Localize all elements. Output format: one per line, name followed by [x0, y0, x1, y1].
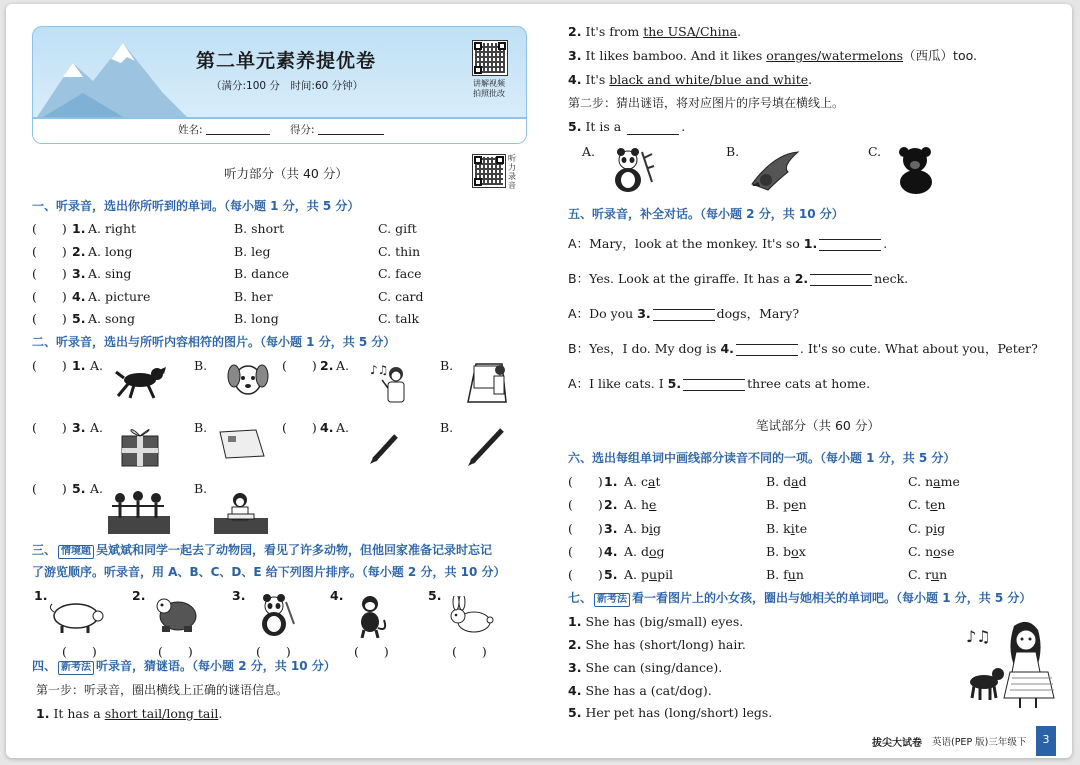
long-pencil-image[interactable] — [466, 426, 506, 466]
s5-line-1: A：Mary，look at the monkey. It's so 1. . — [568, 236, 888, 251]
s6-no-3: 3. — [604, 521, 618, 536]
card-image[interactable] — [216, 428, 266, 462]
s7-text-4[interactable]: She has a (cat/dog). — [585, 683, 712, 698]
s3-paren-2[interactable]: ( ) — [158, 644, 193, 659]
s7-text-5[interactable]: Her pet has (long/short) legs. — [585, 705, 773, 720]
s2-no-5: 5. — [72, 481, 86, 496]
s6-opt-c-4[interactable]: C. nose — [908, 544, 955, 559]
gift-box-image[interactable] — [118, 424, 162, 468]
qr-code-audio[interactable] — [472, 154, 506, 188]
s6-paren-1[interactable]: ( ) — [568, 474, 603, 489]
s2-opt-b-4: B. — [440, 420, 454, 435]
s4-opt-b: B. — [726, 144, 740, 159]
s1-no-1: 1. — [72, 221, 86, 236]
s1-opt-c-5[interactable]: C. talk — [378, 311, 420, 326]
s1-opt-c-1[interactable]: C. gift — [378, 221, 417, 236]
black-bear-image[interactable] — [896, 146, 938, 194]
s6-no-2: 2. — [604, 497, 618, 512]
writing-heading: 笔试部分（共 60 分） — [756, 418, 880, 433]
s6-opt-a-1[interactable]: A. cat — [624, 474, 661, 489]
mountain-illustration — [33, 33, 193, 123]
s6-paren-2[interactable]: ( ) — [568, 497, 603, 512]
svg-text:♪♫: ♪♫ — [966, 627, 991, 646]
section3-title-line1: 三、 情境题 吴斌斌和同学一起去了动物园，看见了许多动物，但他回家准备记录时忘记 — [32, 543, 493, 557]
s1-paren-4[interactable]: ( ) — [32, 289, 67, 304]
s7-item-1: 1. She has (big/small) eyes. — [568, 614, 744, 629]
s1-opt-a-4[interactable]: A. picture — [88, 289, 151, 304]
score-label: 得分: — [290, 124, 315, 136]
s2-no-1: 1. — [72, 358, 86, 373]
s2-opt-a-2: A. — [336, 358, 350, 373]
dialog-blank-4[interactable] — [736, 344, 798, 356]
girl-singing-image[interactable] — [368, 360, 414, 406]
section6-title: 六、选出每组单词中画线部分读音不同的一项。（每小题 1 分，共 5 分） — [568, 451, 956, 465]
turtle-image[interactable] — [154, 596, 202, 634]
s6-paren-3[interactable]: ( ) — [568, 521, 603, 536]
section2-title: 二、听录音，选出与所听内容相符的图片。（每小题 1 分，共 5 分） — [32, 335, 396, 349]
page-subtitle: （满分:100 分 时间:60 分钟） — [211, 80, 364, 92]
dialog-blank-1[interactable] — [819, 239, 881, 251]
s1-opt-a-5[interactable]: A. song — [88, 311, 135, 326]
s5-line-4: B：Yes，I do. My dog is 4. . It's so cute. What about you，Peter? — [568, 341, 1038, 356]
dialog-blank-2[interactable] — [810, 274, 872, 286]
s5-line-5: A：I like cats. I 5. three cats at home. — [568, 376, 871, 391]
s1-no-5: 5. — [72, 311, 86, 326]
s2-no-3: 3. — [72, 420, 86, 435]
page-number: 3 — [1036, 726, 1056, 756]
short-pencil-image[interactable] — [368, 430, 402, 464]
s2-opt-a-4: A. — [336, 420, 350, 435]
s1-paren-5[interactable]: ( ) — [32, 311, 67, 326]
girl-reading-image[interactable] — [214, 490, 268, 534]
rabbit-image[interactable] — [444, 596, 496, 636]
s4-opt-a: A. — [582, 144, 596, 159]
s6-opt-b-5[interactable]: B. fun — [766, 567, 804, 582]
riddle-answer-blank[interactable] — [627, 134, 679, 135]
tag-new-method-4: 新考法 — [58, 661, 94, 675]
section4-title: 四、 新考法 听录音，猜谜语。（每小题 2 分，共 10 分） — [32, 659, 336, 673]
s1-opt-a-1[interactable]: A. right — [88, 221, 137, 236]
s6-no-5: 5. — [604, 567, 618, 582]
footer-brand: 拔尖大试卷 — [872, 738, 922, 749]
s2-opt-b-2: B. — [440, 358, 454, 373]
s1-opt-b-3[interactable]: B. dance — [234, 266, 290, 281]
puppy-face-image[interactable] — [226, 356, 270, 398]
s6-opt-c-3[interactable]: C. pig — [908, 521, 946, 536]
s4-q4: 4. It's black and white/blue and white. — [568, 72, 813, 87]
s6-opt-b-3[interactable]: B. kite — [766, 521, 808, 536]
s1-no-3: 3. — [72, 266, 86, 281]
panda-image[interactable] — [256, 594, 296, 638]
s3-paren-4[interactable]: ( ) — [354, 644, 389, 659]
s4-q3: 3. It likes bamboo. And it likes oranges/watermelons（西瓜）too. — [568, 48, 977, 63]
s1-opt-a-3[interactable]: A. sing — [88, 266, 132, 281]
pig-image[interactable] — [48, 598, 106, 634]
monkey-image[interactable] — [354, 594, 390, 638]
s4-q1: 1. It has a short tail/long tail. — [36, 706, 223, 721]
s7-text-2[interactable]: She has (short/long) hair. — [585, 637, 746, 652]
s6-opt-c-5[interactable]: C. run — [908, 567, 948, 582]
s3-no-1: 1. — [34, 588, 48, 603]
s1-no-4: 4. — [72, 289, 86, 304]
s1-opt-b-4[interactable]: B. her — [234, 289, 273, 304]
s7-text-1[interactable]: She has (big/small) eyes. — [585, 614, 744, 629]
qr-caption-audio: 听力录音 — [508, 154, 516, 190]
qr-code-video[interactable] — [472, 40, 508, 76]
s2-opt-b-1: B. — [194, 358, 208, 373]
riddle-choice-1[interactable]: short tail/long tail — [104, 706, 219, 721]
s5-line-3: A：Do you 3. dogs，Mary? — [568, 306, 800, 321]
s4-opt-c: C. — [868, 144, 882, 159]
section7-title: 七、 新考法 看一看图片上的小女孩，圈出与她相关的单词吧。（每小题 1 分，共 5 分） — [568, 591, 1032, 605]
qr-caption-grading: 拍照批改 — [473, 89, 505, 98]
s7-item-3: 3. She can (sing/dance). — [568, 660, 723, 675]
s6-opt-a-4[interactable]: A. dog — [624, 544, 665, 559]
section3-title-line2: 了游览顺序。听录音，用 A、B、C、D、E 给下列图片排序。（每小题 2 分，共 10 分） — [32, 565, 506, 579]
s6-opt-b-2[interactable]: B. pen — [766, 497, 807, 512]
tag-situation: 情境题 — [58, 545, 94, 559]
s4-q5: 5. It is a . — [568, 119, 686, 134]
s1-paren-2[interactable]: ( ) — [32, 244, 67, 259]
panda-bamboo-image[interactable] — [610, 148, 656, 194]
s2-opt-b-3: B. — [194, 420, 208, 435]
s6-opt-a-5[interactable]: A. pupil — [624, 567, 674, 582]
s6-opt-a-2[interactable]: A. he — [624, 497, 657, 512]
s3-no-3: 3. — [232, 588, 246, 603]
s1-paren-1[interactable]: ( ) — [32, 221, 67, 236]
s7-item-5: 5. Her pet has (long/short) legs. — [568, 705, 773, 720]
dialog-blank-3[interactable] — [653, 309, 715, 321]
s5-line-2: B：Yes. Look at the giraffe. It has a 2. neck. — [568, 271, 909, 286]
s3-no-5: 5. — [428, 588, 442, 603]
s3-paren-3[interactable]: ( ) — [256, 644, 291, 659]
s4-q2: 2. It's from the USA/China. — [568, 24, 742, 39]
s7-text-3[interactable]: She can (sing/dance). — [585, 660, 723, 675]
s2-opt-a-5: A. — [90, 481, 104, 496]
s1-opt-c-2[interactable]: C. thin — [378, 244, 421, 259]
s2-paren-1[interactable]: ( ) — [32, 358, 67, 373]
s6-no-1: 1. — [604, 474, 618, 489]
s2-no-4: 4. — [320, 420, 334, 435]
bird-image[interactable] — [748, 150, 800, 194]
s3-paren-1[interactable]: ( ) — [62, 644, 97, 659]
s2-paren-2[interactable]: ( ) — [282, 358, 317, 373]
s3-no-2: 2. — [132, 588, 146, 603]
s1-opt-b-1[interactable]: B. short — [234, 221, 285, 236]
s6-no-4: 4. — [604, 544, 618, 559]
s6-paren-5[interactable]: ( ) — [568, 567, 603, 582]
s6-opt-b-1[interactable]: B. dad — [766, 474, 807, 489]
s3-paren-5[interactable]: ( ) — [452, 644, 487, 659]
svg-text:♪♫: ♪♫ — [370, 363, 389, 377]
name-label: 姓名: — [178, 124, 203, 136]
name-field[interactable] — [206, 134, 270, 135]
s2-opt-a-3: A. — [90, 420, 104, 435]
kids-dancing-image[interactable] — [108, 490, 170, 534]
tag-new-method-7: 新考法 — [594, 593, 630, 607]
riddle-choice-2[interactable]: the USA/China — [643, 24, 738, 39]
s4-step2: 第二步：猜出谜语，将对应图片的序号填在横线上。 — [568, 96, 845, 110]
s2-paren-4[interactable]: ( ) — [282, 420, 317, 435]
s2-opt-a-1: A. — [90, 358, 104, 373]
s6-opt-b-4[interactable]: B. box — [766, 544, 806, 559]
section5-title: 五、听录音，补全对话。（每小题 2 分，共 10 分） — [568, 207, 844, 221]
riddle-choice-4[interactable]: black and white/blue and white — [609, 72, 809, 87]
s1-opt-a-2[interactable]: A. long — [88, 244, 133, 259]
s3-no-4: 4. — [330, 588, 344, 603]
s2-paren-3[interactable]: ( ) — [32, 420, 67, 435]
s1-no-2: 2. — [72, 244, 86, 259]
s6-opt-c-1[interactable]: C. name — [908, 474, 960, 489]
dialog-blank-5[interactable] — [683, 379, 745, 391]
page-title: 第二单元素养提优卷 — [196, 50, 377, 72]
riddle-choice-3[interactable]: oranges/watermelons — [766, 48, 904, 63]
s6-opt-a-3[interactable]: A. big — [624, 521, 662, 536]
running-dog-image[interactable] — [114, 364, 166, 400]
footer-book: 英语(PEP 版)三年级下 — [932, 737, 1027, 748]
s7-item-4: 4. She has a (cat/dog). — [568, 683, 712, 698]
s7-item-2: 2. She has (short/long) hair. — [568, 637, 746, 652]
s2-no-2: 2. — [320, 358, 334, 373]
s6-opt-c-2[interactable]: C. ten — [908, 497, 946, 512]
boy-painting-image[interactable] — [462, 356, 510, 404]
s1-opt-b-2[interactable]: B. leg — [234, 244, 271, 259]
exam-sheet — [6, 4, 1072, 758]
score-field[interactable] — [318, 134, 384, 135]
section1-title: 一、听录音，选出你所听到的单词。（每小题 1 分，共 5 分） — [32, 199, 360, 213]
s1-opt-c-3[interactable]: C. face — [378, 266, 422, 281]
s2-paren-5[interactable]: ( ) — [32, 481, 67, 496]
s4-step1: 第一步：听录音，圈出横线上正确的谜语信息。 — [36, 683, 289, 697]
girl-with-dog-illustration — [964, 618, 1060, 708]
s6-paren-4[interactable]: ( ) — [568, 544, 603, 559]
s1-paren-3[interactable]: ( ) — [32, 266, 67, 281]
s2-opt-b-5: B. — [194, 481, 208, 496]
qr-caption-video: 讲解视频 — [473, 79, 505, 88]
s1-opt-b-5[interactable]: B. long — [234, 311, 279, 326]
s1-opt-c-4[interactable]: C. card — [378, 289, 424, 304]
listening-heading: 听力部分（共 40 分） — [224, 166, 348, 181]
